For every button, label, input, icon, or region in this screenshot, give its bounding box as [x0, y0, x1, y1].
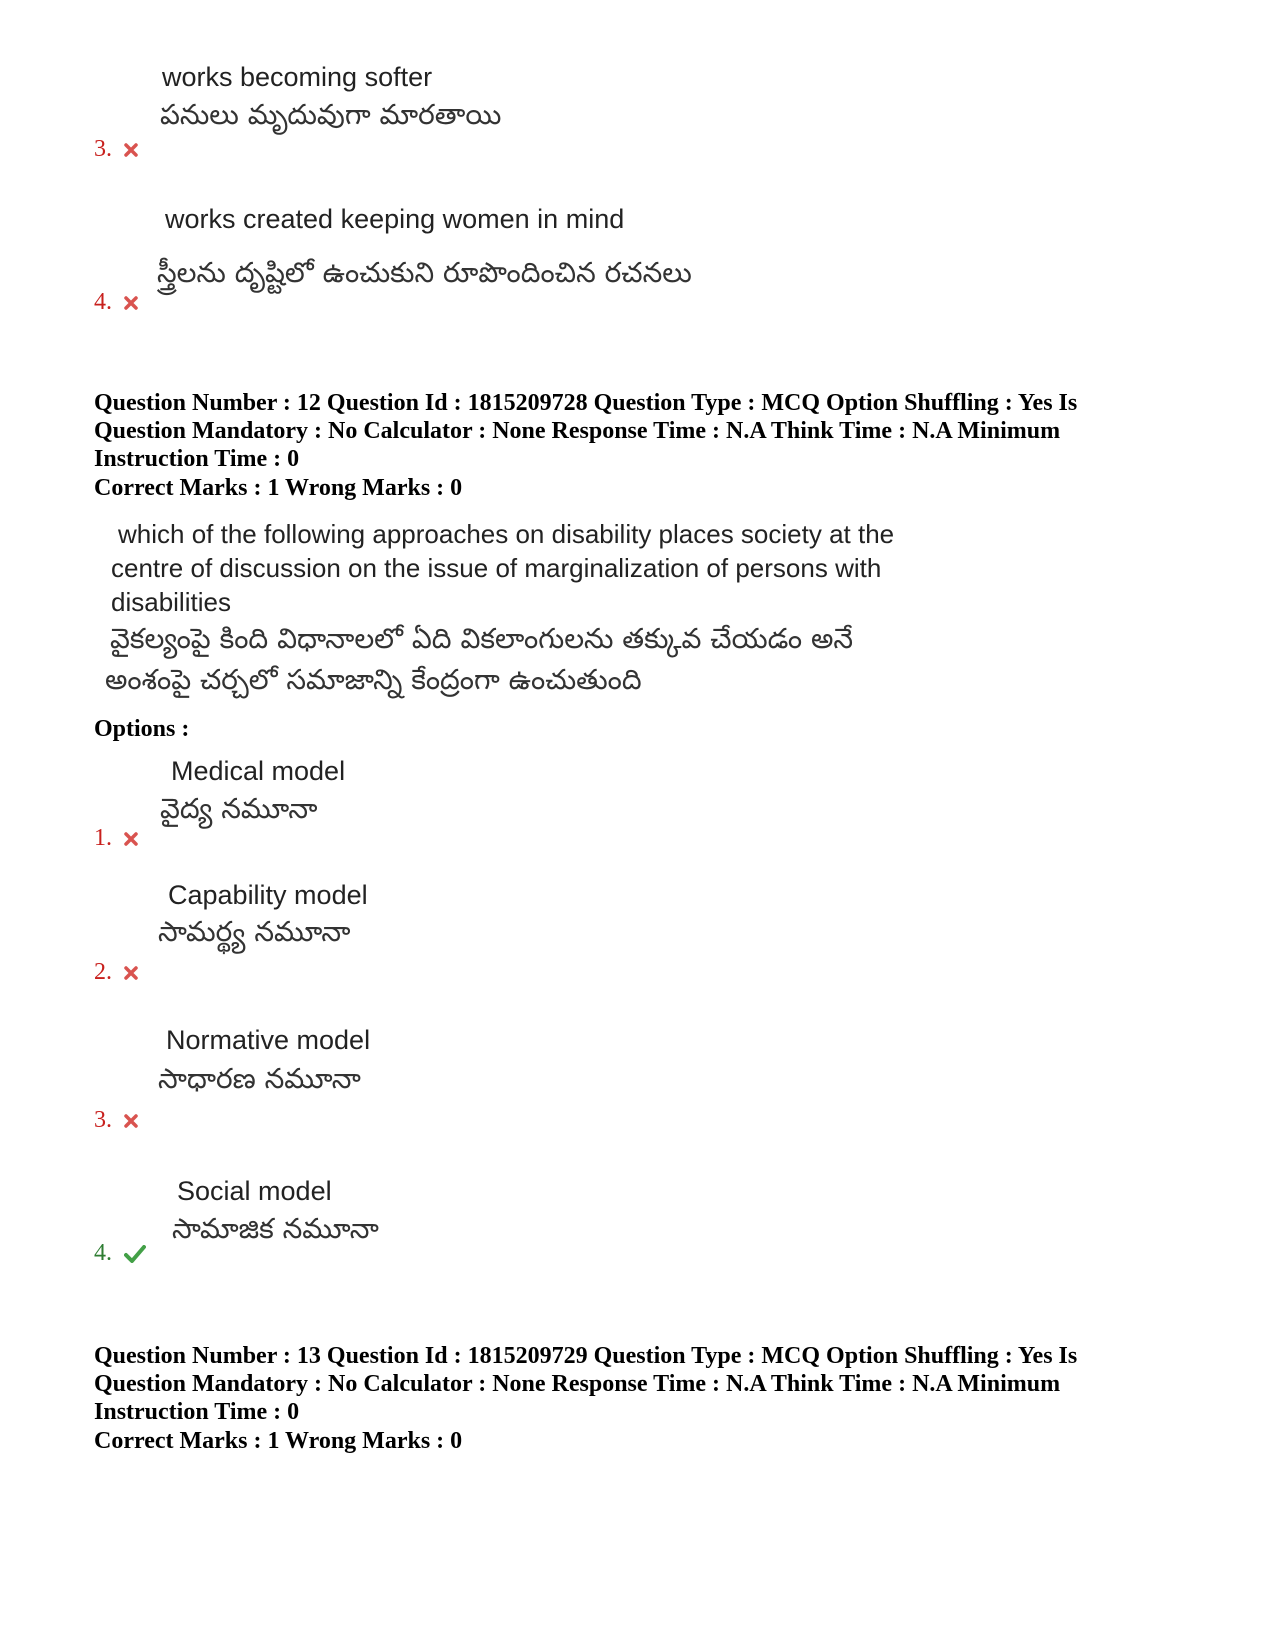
q12-option-1-telugu: వైద్య నమూనా	[160, 792, 318, 825]
question-12-text-en-2: centre of discussion on the issue of marginalization of persons with	[111, 553, 882, 583]
cross-icon	[124, 296, 138, 310]
q12-option-2-telugu: సామర్థ్య నమూనా	[158, 915, 351, 948]
q12-option-1-english: Medical model	[171, 756, 346, 786]
cross-icon	[124, 143, 138, 157]
q12-option-2-english: Capability model	[168, 880, 368, 910]
check-icon	[124, 1245, 146, 1263]
q12-option-3-english: Normative model	[166, 1025, 371, 1055]
q12-option-4-telugu: సామాజిక నమూనా	[172, 1212, 379, 1245]
q12-option-3-number: 3.	[94, 1107, 138, 1134]
question-12-meta-line1: Question Number : 12 Question Id : 1815209728 Question Type : MCQ Option Shuffling : Yes Is	[94, 390, 1078, 416]
option-3-number: 3.	[94, 136, 138, 163]
options-label: Options :	[94, 716, 190, 742]
option-4-number: 4.	[94, 289, 138, 316]
q12-option-3-telugu: సాధారణ నమూనా	[158, 1062, 361, 1095]
question-12-text-en-1: which of the following approaches on disability places society at the	[118, 519, 895, 549]
question-12-text-en-3: disabilities	[111, 587, 231, 617]
cross-icon	[124, 1114, 138, 1128]
option-4-telugu: స్త్రీలను దృష్టిలో ఉంచుకుని రూపొందించిన రచనలు	[157, 256, 692, 289]
question-12-meta-line2: Question Mandatory : No Calculator : None Response Time : N.A Think Time : N.A Minimum	[94, 418, 1061, 444]
question-13-meta	[94, 1342, 1194, 1426]
question-12-meta	[94, 389, 1194, 473]
q12-option-4-english: Social model	[177, 1176, 332, 1206]
question-12-meta-line3: Instruction Time : 0	[94, 446, 300, 472]
question-13-meta-line1: Question Number : 13 Question Id : 1815209729 Question Type : MCQ Option Shuffling : Yes Is	[94, 1343, 1078, 1369]
question-12-text-te-1: వైకల్యంపై కింది విధానాలలో ఏది వికలాంగులను తక్కువ చేయడం అనే	[110, 622, 854, 655]
option-3-english: works becoming softer	[162, 62, 433, 92]
cross-icon	[124, 832, 138, 846]
option-3-telugu: పనులు మృదువుగా మారతాయి	[160, 98, 502, 131]
question-12-marks: Correct Marks : 1 Wrong Marks : 0	[94, 475, 463, 501]
q12-option-4-number: 4.	[94, 1240, 146, 1267]
question-13-meta-line2: Question Mandatory : No Calculator : None Response Time : N.A Think Time : N.A Minimum	[94, 1371, 1061, 1397]
question-13-meta-line3: Instruction Time : 0	[94, 1399, 300, 1425]
question-12-text-te-2: అంశంపై చర్చలో సమాజాన్ని కేంద్రంగా ఉంచుతుంది	[105, 663, 642, 696]
question-13-marks: Correct Marks : 1 Wrong Marks : 0	[94, 1428, 463, 1454]
q12-option-2-number: 2.	[94, 959, 138, 986]
q12-option-1-number: 1.	[94, 825, 138, 852]
option-4-english: works created keeping women in mind	[165, 204, 625, 234]
cross-icon	[124, 966, 138, 980]
